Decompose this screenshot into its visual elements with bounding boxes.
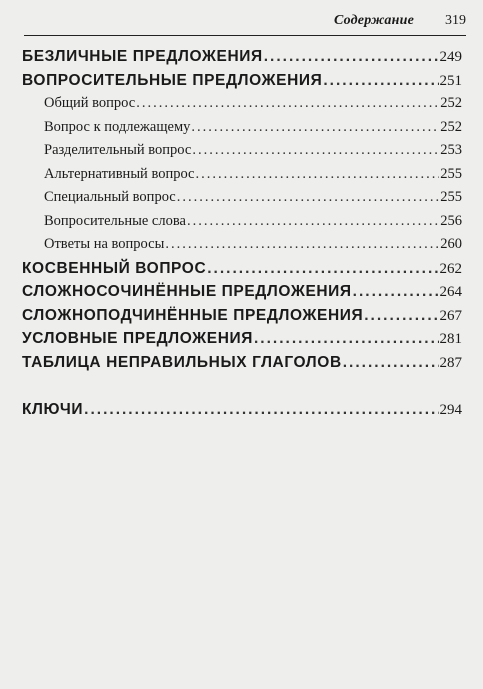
toc-entry-title: БЕЗЛИЧНЫЕ ПРЕДЛОЖЕНИЯ [22, 48, 263, 65]
toc-entry[interactable] [22, 189, 462, 213]
toc-entry-page: 287 [439, 354, 462, 371]
toc-entry[interactable] [22, 142, 462, 166]
toc-entry-page: 294 [439, 402, 462, 418]
toc-entry-title: КОСВЕННЫЙ ВОПРОС [22, 259, 207, 277]
toc-entry[interactable] [22, 166, 462, 190]
toc-leader-dots [323, 72, 438, 90]
toc-entry-page: 264 [439, 284, 462, 300]
toc-entry-page: 262 [439, 260, 462, 277]
toc-entry[interactable] [22, 354, 462, 378]
toc-entry[interactable] [22, 95, 462, 119]
toc-entry-title: Альтернативный вопрос [44, 165, 195, 182]
toc-leader-dots [191, 119, 439, 136]
toc-leader-dots [364, 307, 438, 325]
toc-leader-dots [192, 142, 439, 159]
toc-entry-page: 251 [439, 72, 462, 89]
toc-entry-page: 267 [439, 307, 462, 324]
toc-entry[interactable] [22, 330, 462, 354]
toc-entry[interactable] [22, 119, 462, 143]
toc-leader-dots [136, 95, 439, 112]
table-of-contents [22, 48, 462, 425]
toc-entry-title: УСЛОВНЫЕ ПРЕДЛОЖЕНИЯ [22, 330, 253, 347]
running-header [24, 13, 466, 36]
toc-entry-title: СЛОЖНОПОДЧИНЁННЫЕ ПРЕДЛОЖЕНИЯ [22, 306, 364, 324]
toc-entry-title: Вопросительные слова [44, 212, 186, 229]
toc-entry[interactable] [22, 213, 462, 237]
toc-entry[interactable] [22, 48, 462, 72]
toc-entry-keys[interactable] [22, 401, 462, 425]
toc-entry-page: 252 [440, 118, 462, 135]
toc-entry-page: 249 [439, 49, 462, 65]
toc-entry[interactable] [22, 283, 462, 307]
toc-entry-page: 256 [440, 212, 462, 229]
toc-entry-title: Вопрос к подлежащему [44, 118, 191, 135]
toc-entry-page: 255 [440, 165, 462, 182]
toc-entry-title: ТАБЛИЦА НЕПРАВИЛЬНЫХ ГЛАГОЛОВ [22, 353, 342, 371]
toc-entry-title: Разделительный вопрос [44, 142, 192, 158]
toc-spacer [22, 377, 462, 401]
toc-entry-title: СЛОЖНОСОЧИНЁННЫЕ ПРЕДЛОЖЕНИЯ [22, 283, 352, 300]
toc-entry-title: Общий вопрос [44, 95, 136, 111]
toc-entry-title: КЛЮЧИ [22, 401, 84, 418]
toc-leader-dots [177, 189, 440, 206]
toc-leader-dots [353, 283, 439, 301]
toc-entry-page: 260 [440, 236, 462, 252]
toc-entry[interactable] [22, 72, 462, 96]
header-title: Содержание [334, 13, 414, 28]
toc-entry[interactable] [22, 307, 462, 331]
toc-entry-title: Ответы на вопросы [44, 236, 165, 252]
toc-leader-dots [264, 48, 439, 66]
header-page-number: 319 [445, 13, 466, 28]
toc-leader-dots [196, 166, 440, 183]
toc-entry[interactable] [22, 260, 462, 284]
toc-entry-page: 253 [440, 142, 462, 158]
toc-entry-title: Специальный вопрос [44, 189, 176, 205]
toc-leader-dots [254, 330, 439, 348]
toc-entry-page: 281 [439, 331, 462, 347]
toc-leader-dots [84, 401, 438, 419]
toc-entry-page: 255 [440, 189, 462, 205]
toc-entry-title: ВОПРОСИТЕЛЬНЫЕ ПРЕДЛОЖЕНИЯ [22, 71, 323, 89]
toc-leader-dots [165, 236, 439, 253]
toc-entry[interactable] [22, 236, 462, 260]
toc-leader-dots [207, 260, 438, 278]
toc-entries [22, 48, 462, 377]
toc-leader-dots [343, 354, 439, 372]
toc-entry-page: 252 [440, 95, 462, 111]
toc-leader-dots [187, 213, 439, 230]
